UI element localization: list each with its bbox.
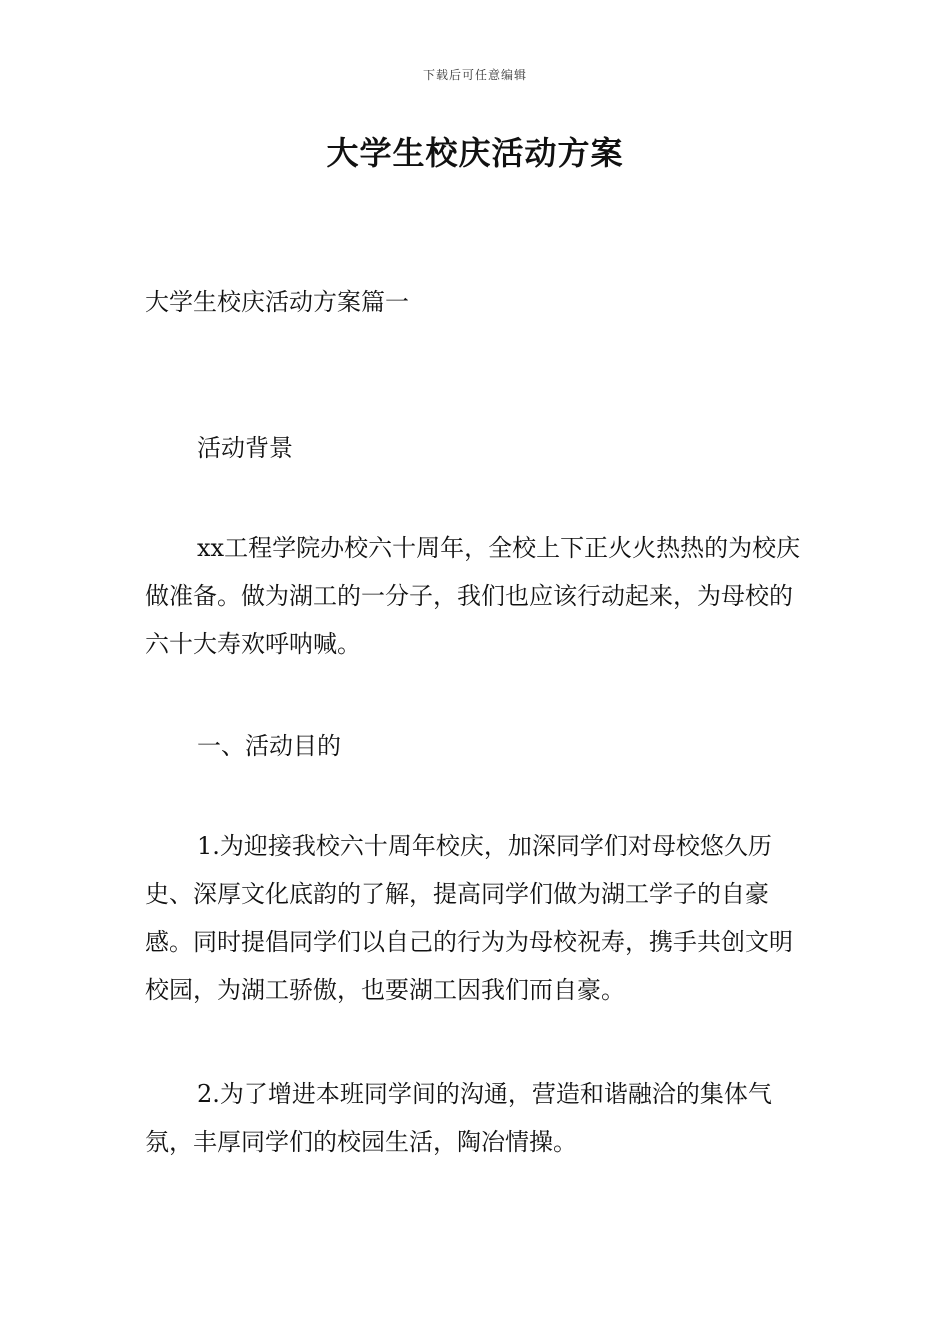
paragraph-goal-2: 2.为了增进本班同学间的沟通，营造和谐融洽的集体气氛，丰厚同学们的校园生活，陶冶情操。 <box>145 1080 772 1156</box>
paragraph-goal-title: 一、活动目的 <box>197 732 341 760</box>
paragraph-background-title: 活动背景 <box>197 434 293 462</box>
header-note: 下载后可任意编辑 <box>422 68 527 82</box>
document-title: 大学生校庆活动方案 <box>326 134 624 172</box>
section-heading: 大学生校庆活动方案篇一 <box>145 288 409 316</box>
paragraph-background: xx工程学院办校六十周年，全校上下正火火热热的为校庆做准备。做为湖工的一分子，我们也应该行动起来，为母校的六十大寿欢呼呐喊。 <box>145 534 801 658</box>
paragraph-goal-1: 1.为迎接我校六十周年校庆，加深同学们对母校悠久历史、深厚文化底韵的了解，提高同学们做为湖工学子的自豪感。同时提倡同学们以自己的行为为母校祝寿，携手共创文明校园，为湖工骄傲，也要湖工因我们而自豪。 <box>145 832 793 1004</box>
